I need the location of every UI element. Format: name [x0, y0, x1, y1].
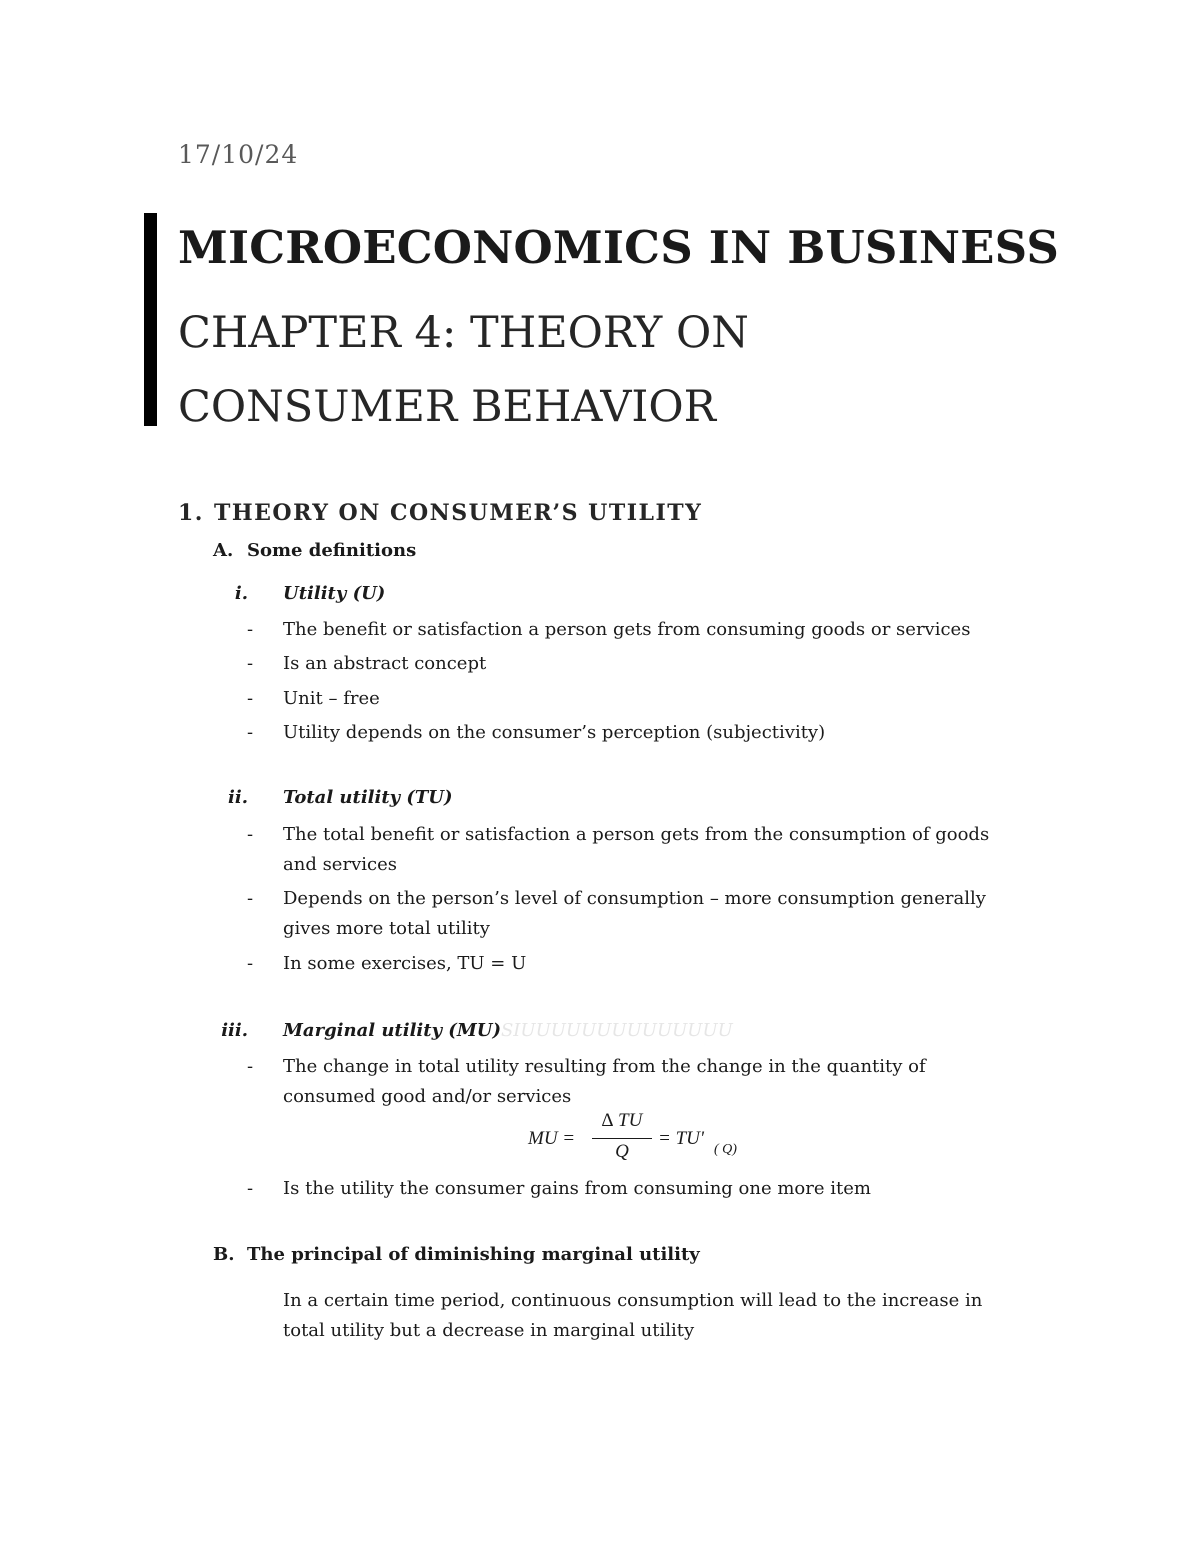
list-item: - Unit – free	[247, 688, 380, 709]
subsection-title: Some definitions	[247, 540, 417, 561]
list-item: - Utility depends on the consumer’s perception (subjectivity)	[247, 722, 826, 743]
section-title: THEORY ON CONSUMER’S UTILITY	[214, 500, 703, 526]
formula-rhs: = TU'	[658, 1128, 704, 1149]
formula-subscript: ( Q)	[714, 1142, 737, 1157]
subsection-letter: B.	[213, 1244, 235, 1265]
formula-lhs: MU =	[528, 1128, 576, 1149]
definition-title: Marginal utility (MU)	[283, 1020, 501, 1041]
subsection-title: The principal of diminishing marginal utility	[247, 1244, 700, 1265]
roman-numeral: iii.	[221, 1020, 248, 1041]
list-item: - The benefit or satisfaction a person gets from consuming goods or services	[247, 619, 971, 640]
roman-numeral: ii.	[228, 787, 248, 808]
principle-paragraph: In a certain time period, continuous consumption will lead to the increase in total utility but a decrease in marginal utility	[283, 1290, 983, 1341]
list-item: - Is the utility the consumer gains from consuming one more item	[247, 1178, 871, 1199]
list-item: - Is an abstract concept	[247, 653, 487, 674]
faint-ghost-text: SIUUUUUUUUUUUUUU	[500, 1020, 733, 1041]
section-1-heading	[178, 500, 702, 526]
formula-denominator: Q	[615, 1141, 629, 1162]
subsection-b-heading	[213, 1244, 700, 1265]
formula-numerator: ∆ TU	[601, 1110, 643, 1131]
title-accent-bar	[144, 213, 157, 426]
definition-title: Utility (U)	[283, 583, 386, 604]
roman-numeral: i.	[234, 583, 248, 604]
document-subtitle: CHAPTER 4: THEORY ON CONSUMER BEHAVIOR	[178, 308, 749, 432]
subsection-letter: A.	[213, 540, 234, 561]
section-number: 1.	[178, 500, 204, 526]
document-title: MICROECONOMICS IN BUSINESS	[178, 221, 1060, 274]
document-date: 17/10/24	[178, 140, 299, 169]
list-item: - The change in total utility resulting from the change in the quantity of consumed good and/or services	[247, 1056, 926, 1107]
subsection-a-heading	[213, 540, 416, 561]
definition-total-utility-heading	[228, 787, 453, 808]
definition-title: Total utility (TU)	[283, 787, 453, 808]
definition-utility-heading	[234, 583, 386, 604]
fraction-bar	[592, 1138, 652, 1139]
list-item: - In some exercises, TU = U	[247, 953, 527, 974]
definition-marginal-utility-heading	[221, 1020, 733, 1041]
list-item: - The total benefit or satisfaction a person gets from the consumption of goods and services	[247, 824, 990, 875]
formula-fraction	[592, 1110, 652, 1163]
list-item: - Depends on the person’s level of consumption – more consumption generally gives more total utility	[247, 888, 986, 939]
